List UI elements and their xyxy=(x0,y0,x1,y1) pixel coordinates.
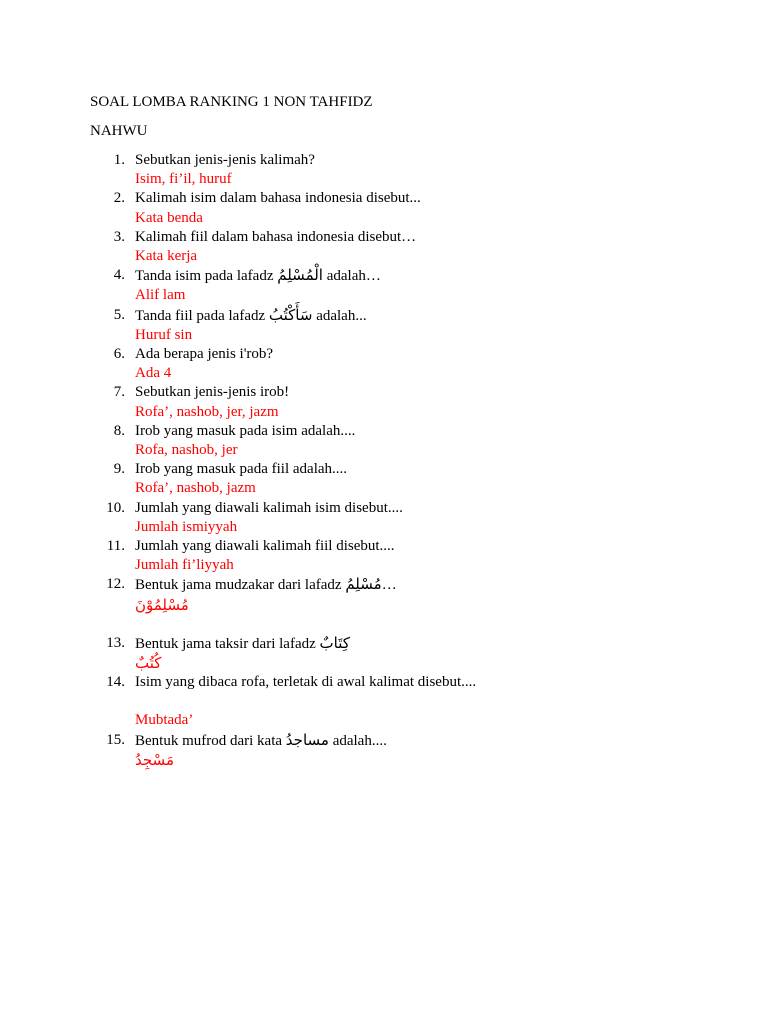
question-text: Bentuk mufrod dari kata مساجدُ adalah.... xyxy=(135,730,387,749)
answer-text: Rofa, nashob, jer xyxy=(135,442,238,459)
question-text: Jumlah yang diawali kalimah fiil disebut.... xyxy=(135,538,395,555)
document-title: SOAL LOMBA RANKING 1 NON TAHFIDZ xyxy=(90,94,373,110)
blank-line xyxy=(0,692,768,711)
section-heading: NAHWU xyxy=(90,123,148,139)
question-text: Bentuk jama taksir dari lafadz كِتَابٌ xyxy=(135,633,350,652)
answer-text: Jumlah fi’liyyah xyxy=(135,557,234,574)
question-item-5 xyxy=(0,306,768,345)
question-item-14 xyxy=(0,673,768,730)
arabic-word: مساجدُ xyxy=(285,730,329,749)
question-text: Irob yang masuk pada isim adalah.... xyxy=(135,422,356,439)
question-number: 4. xyxy=(113,267,125,284)
question-item-15 xyxy=(0,731,768,770)
arabic-word: سَأَكْتُبُ xyxy=(268,305,313,324)
question-number: 8. xyxy=(113,422,125,439)
question-text: Kalimah isim dalam bahasa indonesia disebut... xyxy=(135,190,421,207)
question-number: 5. xyxy=(113,306,125,323)
question-item-4 xyxy=(0,266,768,305)
question-text: Kalimah fiil dalam bahasa indonesia disebut… xyxy=(135,228,417,245)
question-item-10 xyxy=(0,499,768,537)
answer-text: كُتُبٌ xyxy=(135,654,162,673)
answer-text: Alif lam xyxy=(135,287,186,304)
question-number: 11. xyxy=(106,538,125,555)
answer-text: Huruf sin xyxy=(135,326,193,343)
arabic-word: الْمُسْلِمُ xyxy=(277,266,323,285)
question-text: Tanda fiil pada lafadz سَأَكْتُبُ adalah... xyxy=(135,305,367,324)
arabic-word: مُسْلِمُ xyxy=(345,575,382,594)
answer-text: Isim, fi’il, huruf xyxy=(135,171,232,188)
question-item-7 xyxy=(0,383,768,421)
question-text: Jumlah yang diawali kalimah isim disebut.... xyxy=(135,499,403,516)
answer-text: Kata kerja xyxy=(135,248,198,265)
question-item-9 xyxy=(0,460,768,498)
question-number: 13. xyxy=(106,634,125,651)
arabic-word: كِتَابٌ xyxy=(319,633,350,652)
question-text: Sebutkan jenis-jenis kalimah? xyxy=(135,152,315,168)
answer-text: مَسْجِدُ xyxy=(135,750,174,769)
question-item-1 xyxy=(0,151,768,189)
question-number: 2. xyxy=(113,190,125,207)
question-number: 3. xyxy=(113,228,125,245)
question-item-12 xyxy=(0,575,768,614)
question-text: Ada berapa jenis i'rob? xyxy=(135,346,274,363)
blank-line xyxy=(0,615,768,634)
question-text: Isim yang dibaca rofa, terletak di awal kalimat disebut.... xyxy=(135,674,477,691)
answer-text: Jumlah ismiyyah xyxy=(135,518,238,535)
question-item-11 xyxy=(0,537,768,575)
answer-text: Ada 4 xyxy=(135,365,172,382)
answer-text: Kata benda xyxy=(135,209,203,226)
question-item-3 xyxy=(0,228,768,266)
question-number: 12. xyxy=(106,576,125,593)
question-number: 1. xyxy=(113,152,125,168)
question-item-2 xyxy=(0,189,768,227)
question-number: 10. xyxy=(106,499,125,516)
answer-text: Rofa’, nashob, jer, jazm xyxy=(135,403,279,420)
question-text: Irob yang masuk pada fiil adalah.... xyxy=(135,461,348,478)
question-list xyxy=(0,151,768,770)
question-text: Sebutkan jenis-jenis irob! xyxy=(135,384,290,401)
question-number: 14. xyxy=(106,674,125,691)
question-item-8 xyxy=(0,422,768,460)
question-number: 15. xyxy=(106,731,125,748)
question-text: Tanda isim pada lafadz الْمُسْلِمُ adalah… xyxy=(135,266,381,285)
question-item-13 xyxy=(0,634,768,673)
answer-text: مُسْلِمُوْنَ xyxy=(135,595,189,614)
answer-text: Rofa’, nashob, jazm xyxy=(135,480,256,497)
question-number: 6. xyxy=(113,346,125,363)
question-number: 9. xyxy=(113,461,125,478)
question-item-6 xyxy=(0,345,768,383)
question-number: 7. xyxy=(113,384,125,401)
question-text: Bentuk jama mudzakar dari lafadz مُسْلِمُ… xyxy=(135,575,397,594)
answer-text: Mubtada’ xyxy=(135,712,194,729)
